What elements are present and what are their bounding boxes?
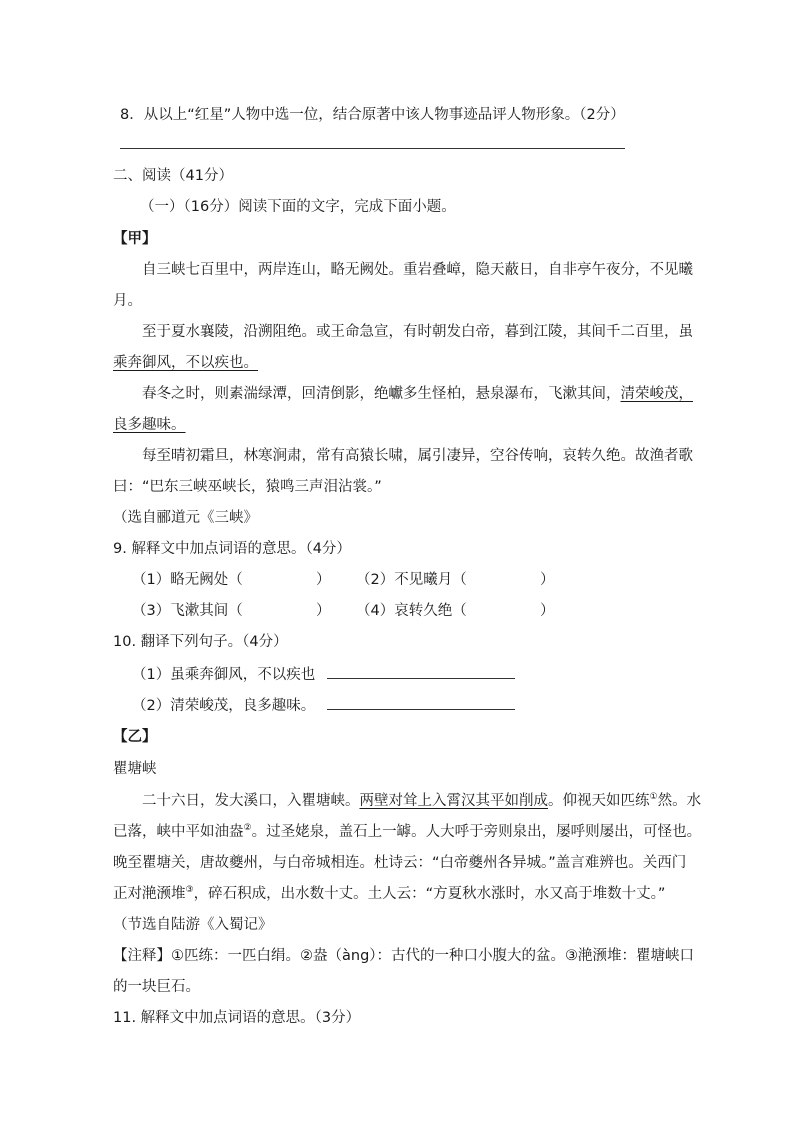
yi-line4-b: ，碎石积成，出水数十丈。土人云：“方夏秋水涨时，水又高于堆数十丈。” — [193, 886, 666, 902]
q9-item-1-close[interactable]: ） — [316, 572, 331, 588]
jia-p3-underlined: 清荣峻茂， — [620, 386, 693, 402]
q9-item-4-close[interactable]: ） — [540, 603, 555, 619]
jia-p4-line1: 每至晴初霜旦，林寒涧肃，常有高猿长啸，属引凄异，空谷传响，哀转久绝。故渔者歌 — [142, 448, 693, 464]
jia-p2-line1: 至于夏水襄陵，沿溯阻绝。或王命急宣，有时朝发白帝，暮到江陵，其间千二百里，虽 — [142, 324, 693, 340]
q10-item-2 — [132, 694, 515, 715]
yi-line2-a: 已落，峡中平如油盎 — [113, 824, 244, 840]
passage-yi-label: 【乙】 — [113, 729, 157, 745]
yi-line4 — [113, 882, 665, 903]
jia-p1-line2: 月。 — [113, 293, 142, 309]
yi-source: （节选自陆游《入蜀记》 — [113, 917, 273, 933]
yi-line1-a: 二十六日，发大溪口，入瞿塘峡。 — [142, 793, 360, 809]
part-one-instruction: （一）（16分）阅读下面的文字，完成下面小题。 — [140, 199, 456, 215]
jia-p3-line2-underlined: 良多趣味。 — [113, 417, 186, 433]
yi-line4-a: 正对滟滪堆 — [113, 886, 186, 902]
q9-item-3-label: （3）飞漱其间（ — [132, 603, 243, 619]
question-9-title: 9. 解释文中加点词语的意思。（4分） — [113, 541, 351, 557]
q9-item-3 — [132, 599, 243, 620]
passage-jia-label: 【甲】 — [113, 231, 157, 247]
q9-item-4-label: （4）哀转久绝（ — [356, 603, 467, 619]
yi-line3: 晚至瞿塘关，唐故夔州，与白帝城相连。杜诗云：“白帝夔州各异城。”盖言难辨也。关西门 — [113, 855, 687, 871]
jia-p3-line1 — [142, 382, 693, 403]
jia-source: （选自郦道元《三峡》 — [113, 510, 258, 526]
q9-item-3-close[interactable]: ） — [316, 603, 331, 619]
question-10-title: 10. 翻译下列句子。（4分） — [113, 634, 288, 650]
yi-line1-underlined: 两壁对耸上入霄汉其平如削成 — [359, 793, 548, 809]
yi-line2-b: 。过圣姥泉，盖石上一罅。人大呼于旁则泉出，屡呼则屡出，可怪也。 — [251, 824, 702, 840]
question-8: 8．从以上“红星”人物中选一位，结合原著中该人物事迹品评人物形象。（2分） — [120, 107, 625, 123]
note-marker-1: ① — [649, 792, 658, 803]
q9-item-2 — [356, 568, 467, 589]
q10-item-2-label: （2）清荣峻茂，良多趣味。 — [132, 698, 316, 714]
q10-item-1-label: （1）虽乘奔御风，不以疾也 — [132, 667, 316, 683]
q9-item-2-label: （2）不见曦月（ — [356, 572, 467, 588]
yi-line1 — [142, 789, 701, 810]
yi-line1-c: 。仰视天如匹练 — [548, 793, 650, 809]
q9-item-1-label: （1）略无阙处（ — [132, 572, 243, 588]
q9-item-2-close[interactable]: ） — [540, 572, 555, 588]
yi-notes-line2: 的一块巨石。 — [113, 979, 200, 995]
q9-item-1 — [132, 568, 243, 589]
jia-p3-text: 春冬之时，则素湍绿潭，回清倒影，绝巘多生怪柏，悬泉瀑布，飞漱其间， — [142, 386, 621, 402]
q10-answer-2[interactable] — [327, 695, 515, 710]
question-11-title: 11. 解释文中加点词语的意思。（3分） — [113, 1010, 361, 1026]
jia-p2-line2-underlined: 乘奔御风，不以疾也。 — [113, 355, 258, 371]
yi-line1-d: 然。水 — [657, 793, 702, 809]
answer-line-q8[interactable] — [120, 148, 625, 149]
jia-p4-line2: 曰：“巴东三峡巫峡长，猿鸣三声泪沾裳。” — [113, 479, 382, 495]
q10-item-1 — [132, 663, 515, 684]
q10-answer-1[interactable] — [327, 664, 515, 679]
jia-p1-line1: 自三峡七百里中，两岸连山，略无阙处。重岩叠嶂，隐天蔽日，自非亭午夜分，不见曦 — [142, 262, 693, 278]
note-marker-2: ② — [243, 823, 252, 834]
q9-item-4 — [356, 599, 467, 620]
yi-title: 瞿塘峡 — [113, 761, 157, 777]
section-title: 二、阅读（41分） — [113, 168, 233, 184]
yi-line2 — [113, 820, 701, 841]
yi-notes-line1: 【注释】①匹练：一匹白绢。②盎（àng）：古代的一种口小腹大的盆。③滟滪堆：瞿塘峡口 — [113, 948, 695, 964]
note-marker-3: ③ — [185, 885, 194, 896]
